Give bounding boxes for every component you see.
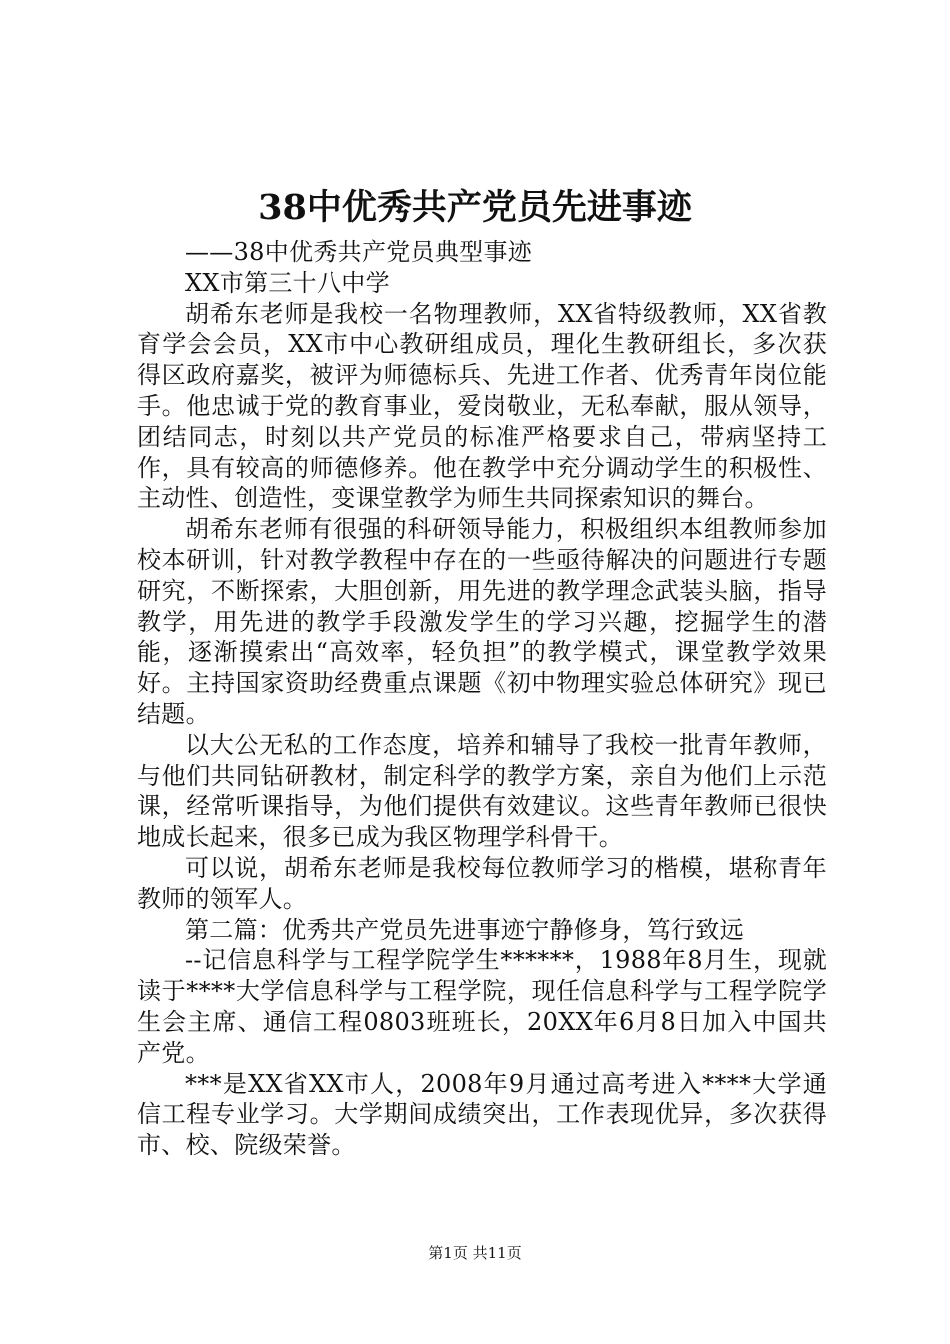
page-footer: 第1页 共11页 bbox=[428, 1244, 522, 1262]
body-paragraph: 胡希东老师有很强的科研领导能力，积极组织本组教师参加校本研训，针对教学教程中存在的一些亟待解决的问题进行专题研究，不断探索，大胆创新，用先进的教学理念武装头脑，指导教学，用先进的教学手段激发学生的学习兴趣，挖掘学生的潜能，逐渐摸索出“高效率，轻负担”的教学模式，课堂教学效果好。主持国家资助经费重点课题《初中物理实验总体研究》现已结题。 bbox=[137, 515, 827, 728]
body-paragraph: ***是XX省XX市人，2008年9月通过高考进入****大学通信工程专业学习。大学期间成绩突出，工作表现优异，多次获得市、校、院级荣誉。 bbox=[137, 1069, 827, 1160]
document-title: 38中优秀共产党员先进事迹 bbox=[258, 187, 692, 228]
school-name-paragraph: XX市第三十八中学 bbox=[185, 268, 390, 297]
body-paragraph: 胡希东老师是我校一名物理教师，XX省特级教师，XX省教育学会会员，XX市中心教研组成员，理化生教研组长，多次获得区政府嘉奖，被评为师德标兵、先进工作者、优秀青年岗位能手。他忠诚于党的教育事业，爱岗敬业，无私奉献，服从领导，团结同志，时刻以共产党员的标准严格要求自己，带病坚持工作，具有较高的师德修养。他在教学中充分调动学生的积极性、主动性、创造性，变课堂教学为师生共同探索知识的舞台。 bbox=[137, 299, 827, 513]
subtitle-paragraph: ——38中优秀共产党员典型事迹 bbox=[185, 238, 533, 266]
body-paragraph: 以大公无私的工作态度，培养和辅导了我校一批青年教师，与他们共同钻研教材，制定科学的教学方案，亲自为他们上示范课，经常听课指导，为他们提供有效建议。这些青年教师已很快地成长起来，很多已成为我区物理学科骨干。 bbox=[137, 730, 827, 852]
section-heading-paragraph: 第二篇：优秀共产党员先进事迹宁静修身，笃行致远 bbox=[185, 915, 744, 944]
body-paragraph: --记信息科学与工程学院学生******，1988年8月生，现就读于****大学信息科学与工程学院，现任信息科学与工程学院学生会主席、通信工程0803班班长，20XX年6月8日加入中国共产党。 bbox=[137, 946, 827, 1067]
body-paragraph: 可以说，胡希东老师是我校每位教师学习的楷模，堪称青年教师的领军人。 bbox=[137, 853, 827, 913]
document-body bbox=[137, 237, 827, 1161]
